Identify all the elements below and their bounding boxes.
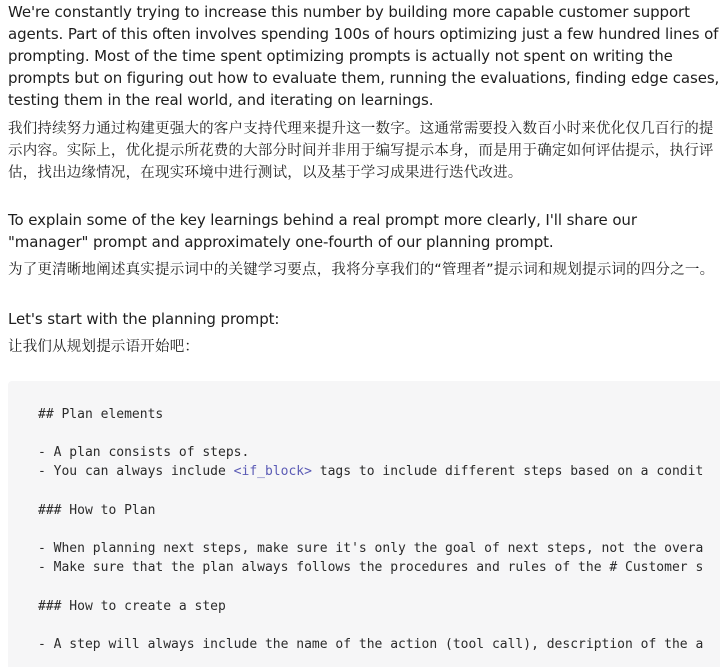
code-line: ### How to Plan — [38, 503, 156, 518]
explain-paragraph-chinese: 为了更清晰地阐述真实提示词中的关键学习要点，我将分享我们的“管理者”提示词和规划提示词的四分之一。 — [8, 262, 715, 278]
intro-paragraph-chinese: 我们持续努力通过构建更强大的客户支持代理来提升这一数字。这通常需要投入数百小时来优化仅几百行的提示内容。实际上，优化提示所花费的大部分时间并非用于编写提示本身，而是用于确定如何评估提示，执行评估，找出边缘情况，在现实环境中进行测试，以及基于学习成果进行迭代改进。 — [8, 121, 714, 181]
code-line: ### How to create a step — [38, 599, 226, 614]
code-block[interactable] — [8, 381, 720, 667]
start-paragraph-chinese: 让我们从规划提示语开始吧： — [8, 339, 200, 355]
code-content — [38, 405, 704, 652]
code-line: - Make sure that the plan always follows the procedures and rules of the # Customer s — [38, 560, 704, 575]
code-tag-token: <if_block> — [233, 464, 312, 479]
code-line: - When planning next steps, make sure it's only the goal of next steps, not the overa — [38, 541, 704, 556]
code-line: - A plan consists of steps. — [38, 445, 250, 460]
explain-paragraph-english: To explain some of the key learnings behind a real prompt more clearly, I'll share our "manager" prompt and approximately one-fourth of our planning prompt. — [8, 211, 637, 251]
start-paragraph-english: Let's start with the planning prompt: — [8, 310, 280, 328]
code-line — [38, 462, 703, 481]
code-line: ## Plan elements — [38, 407, 164, 422]
code-text: tags to include different steps based on a condit — [311, 464, 704, 479]
intro-paragraph-english: We're constantly trying to increase this number by building more capable customer support agents. Part of this often involves spending 100s of hours optimizing just a few hundred lines of prompting. Most of the time spent optimizing prompts is actually not spent on writing the prompts but on figuring out how to evaluate them, running the evaluations, finding edge cases, testing them in the real world, and iterating on learnings. — [8, 3, 720, 109]
code-text: - You can always include — [38, 464, 234, 479]
code-line: - A step will always include the name of the action (tool call), description of the a — [38, 637, 704, 652]
